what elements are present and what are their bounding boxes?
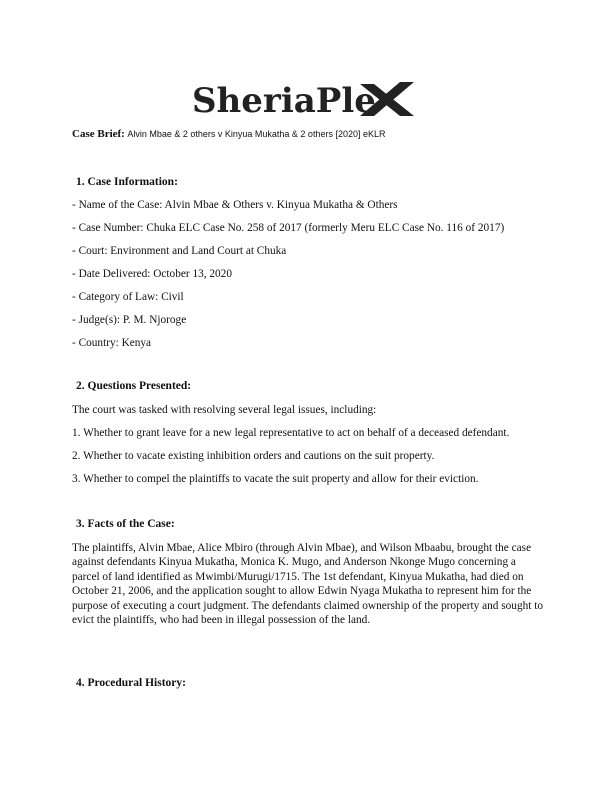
case-brief-title: Alvin Mbae & 2 others v Kinyua Mukatha & 2 others [2020] eKLR <box>127 129 386 139</box>
logo-wordmark <box>190 74 420 122</box>
section-heading-case-information: 1. Case Information: <box>76 176 178 188</box>
case-info-date: - Date Delivered: October 13, 2020 <box>72 268 232 280</box>
sheriaplex-logo <box>190 74 420 122</box>
case-brief-line <box>72 128 386 140</box>
facts-paragraph: The plaintiffs, Alvin Mbae, Alice Mbiro (through Alvin Mbae), and Wilson Mbaabu, brought the case against defendants Kinyua Mukatha, Monica K. Mugo, and Anderson Nkonge Mugo concerning a parcel of land identified as Mwimbi/Murugi/1715. The 1st defendant, Kinyua Mukatha, had died on October 21, 2006, and the application sought to allow Edwin Nyaga Mukatha to represent him for the purpose of executing a court judgment. The defendants claimed ownership of the property and sought to evict the plaintiffs, who had been in illegal possession of the land. <box>72 542 543 627</box>
case-info-country: - Country: Kenya <box>72 337 152 349</box>
case-info-name: - Name of the Case: Alvin Mbae & Others v. Kinyua Mukatha & Others <box>72 199 398 211</box>
question-item: 2. Whether to vacate existing inhibition orders and cautions on the suit property. <box>72 450 435 462</box>
logo-text: SheriaPle <box>192 81 376 121</box>
case-info-judge: - Judge(s): P. M. Njoroge <box>72 314 187 326</box>
section-heading-facts: 3. Facts of the Case: <box>76 518 175 530</box>
section-heading-questions-presented: 2. Questions Presented: <box>76 380 192 392</box>
case-info-category: - Category of Law: Civil <box>72 291 184 303</box>
section-heading-procedural-history: 4. Procedural History: <box>76 677 186 689</box>
question-item: 1. Whether to grant leave for a new legal representative to act on behalf of a deceased defendant. <box>72 427 510 439</box>
case-brief-label: Case Brief: <box>72 128 125 140</box>
questions-intro: The court was tasked with resolving several legal issues, including: <box>72 404 377 416</box>
case-info-number: - Case Number: Chuka ELC Case No. 258 of 2017 (formerly Meru ELC Case No. 116 of 2017) <box>72 222 505 234</box>
question-item: 3. Whether to compel the plaintiffs to vacate the suit property and allow for their eviction. <box>72 473 479 485</box>
case-info-court: - Court: Environment and Land Court at Chuka <box>72 245 287 257</box>
